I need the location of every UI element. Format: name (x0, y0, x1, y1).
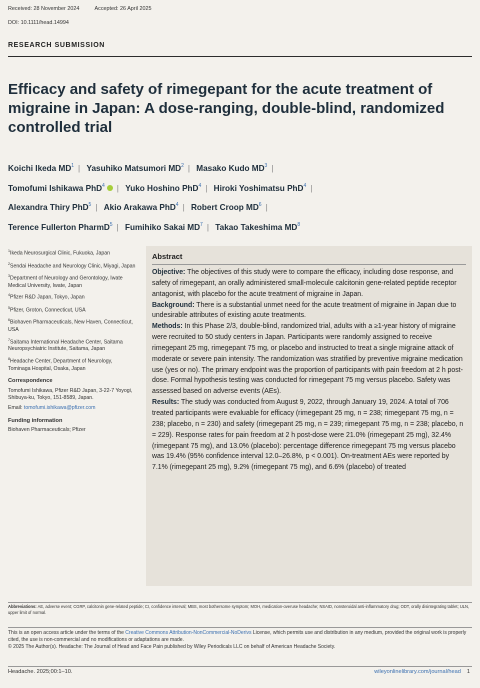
abstract-methods: Methods: In this Phase 2/3, double-blind, randomized trial, adults with a ≥1-year history of migraine were recruited to 50 study centers in Japan. Participants were randomly assigned to receive rimegepant 25 mg, rimegepant 75 mg, or placebo and instructed to treat a single migraine attack of moderate or severe pain intensity. The randomization was stratified by preventive migraine medication use (yes or no). The primary endpoint was the proportion of participants with pain freedom at 2 h post-dose. Formal hypothesis testing was conducted for rimegepant 75 mg versus placebo. Safety was assessed based on adverse events (AEs). (152, 323, 463, 396)
orcid-icon[interactable] (107, 185, 113, 191)
affiliation: $^7$Saitama International Headache Center, Saitama Neuropsychiatric Institute, Saitama, Japan (8, 337, 123, 353)
received-date: Received: 28 November 2024 (8, 6, 80, 12)
author[interactable]: Fumihiko Sakai $MD^7$ (124, 221, 203, 232)
article-title: Efficacy and safety of rimegepant for the acute treatment of migraine in Japan: A dose-ranging, double-blind, randomized controlled trial (8, 81, 445, 136)
author[interactable]: Akio Arakawa PhD$^4$ (103, 202, 179, 213)
abstract-objective: Objective: The objectives of this study were to compare the efficacy, including dose response, and safety of rimegepant, an orally administered small-molecule calcitonin gene-related peptide receptor antagonist, with placebo for the acute treatment of migraine in Japan. (152, 269, 457, 298)
abbreviations-divider (8, 602, 472, 603)
author[interactable]: Terence Fullerton PharmD$^5$ (8, 221, 113, 232)
footer-right (374, 669, 470, 675)
correspondence-email: Email: tomofumi.ishikawa@pfizer.com (8, 404, 96, 411)
doi[interactable]: DOI: 10.1111/head.14994 (8, 20, 69, 26)
affiliation: $^4$Pfizer R&D Japan, Tokyo, Japan (8, 293, 85, 302)
affiliation: $^2$Sendai Headache and Neurology Clinic, Miyagi, Japan (8, 261, 136, 270)
author[interactable]: Takao Takeshima $MD^8$ (215, 221, 301, 232)
abstract-box (146, 246, 472, 586)
abstract-heading: Abstract (152, 252, 183, 261)
cc-license-link[interactable]: Creative Commons Attribution-NonCommercial-NoDerivs (125, 630, 252, 636)
abstract-divider (152, 264, 466, 265)
funding-heading: Funding information (8, 417, 63, 424)
license-divider (8, 627, 472, 628)
abbreviations: Abbreviations: AE, adverse event; CGRP, calcitonin gene-related peptide; CI, confidence interval; MBS, most bothersome symptom; MOH, medication-overuse headache; NSAID, nonsteroidal anti-inflammatory drug; ODT, orally disintegrating tablet; ULN, upper limit of normal. (8, 604, 470, 615)
license-notice: This is an open access article under the terms of the Creative Commons Attribution-NonCommercial-NoDerivs License, which permits use and distribution in any medium, provided the original work is properly cited, the use is non-commercial and no modifications or adaptations are made. © 2025 The Author(s). Headache: The Journal of Head and Face Pain published by Wiley Periodicals LLC on behalf of American Headache Society. (8, 630, 470, 651)
author[interactable]: Koichi Ikeda $MD^1$ (8, 163, 75, 173)
abstract-body (152, 268, 466, 474)
copyright-line: © 2025 The Author(s). Headache: The Journal of Head and Face Pain published by Wiley Periodicals LLC on behalf of American Headache Society. (8, 643, 336, 650)
page-number: 1 (466, 669, 470, 675)
section-label: RESEARCH SUBMISSION (8, 42, 105, 49)
header-divider (8, 56, 472, 57)
author[interactable]: Yasuhiko Matsumori $MD^2$ (86, 163, 184, 173)
author[interactable]: Hiroki Yoshimatsu PhD$^4$ (213, 182, 307, 193)
abstract-background: Background: There is a substantial unmet need for the acute treatment of migraine in Japan due to undesirable attributes of existing acute treatments. (152, 301, 457, 320)
journal-url[interactable]: wileyonlinelibrary.com/journal/head (374, 669, 461, 675)
received-accepted-line (8, 6, 165, 12)
correspondence-address: Tomofumi Ishikawa, Pfizer R&D Japan, 3-22-7 Yoyogi, Shibuya-ku, Tokyo, 151-8589, Japan. (8, 388, 133, 402)
affiliation: $^5$Pfizer, Groton, Connecticut, USA (8, 305, 86, 314)
affiliation: $^3$Department of Neurology and Gerontology, Iwate Medical University, Iwate, Japan (8, 274, 123, 289)
funding-text: Biohaven Pharmaceuticals; Pfizer (8, 427, 86, 434)
author[interactable]: Alexandra Thiry PhD$^5$ (8, 202, 92, 213)
affiliation: $^6$Biohaven Pharmaceuticals, New Haven, Connecticut, USA (8, 318, 133, 333)
author[interactable]: Robert Croop $MD^6$ (191, 202, 262, 213)
footer-divider (8, 666, 472, 667)
affiliation: $^1$Ikeda Neurosurgical Clinic, Fukuoka, Japan (8, 249, 111, 257)
abstract-results: Results: The study was conducted from August 9, 2022, through January 19, 2024. A total of 706 treated participants were evaluable for efficacy (rimegepant 25 mg, n = 238; rimegepant 75 mg, n = 238; placebo, n = 230) and safety (rimegepant 25 mg, n = 239; rimegepant 75 mg, n = 238; placebo, n = 229). Response rates for pain freedom at 2 h post-dose were 21.0% (rimegepant 25 mg), 32.4% (rimegepant 75 mg), and 13.0% (placebo): percentage difference rimegepant 75 mg versus placebo was 19.4% (95% confidence interval 12.0–26.8%, p < 0.001). On-treatment AEs were reported by 7.1% (rimegepant 25 mg), 9.2% (rimegepant 75 mg), and 6.6% (placebo) of treated (152, 399, 464, 472)
accepted-date: Accepted: 26 April 2025 (94, 6, 152, 12)
author-list: Koichi Ikeda $MD^1$ | Yasuhiko Matsumori $MD^2$ | Masako Kudo $MD^3$ | Tomofumi Ishikawa PhD$^4$ | Yuko Hoshino PhD$^4$ | Hiroki Yoshimatsu PhD$^4$ | Alexandra Thiry PhD$^5$ | Akio Arakawa PhD$^4$ | Robert Croop $MD^6$ | Terence Fullerton PharmD$^5$ | Fumihiko Sakai $MD^7$ | Takao Takeshima $MD^8$ (8, 163, 313, 232)
author[interactable]: Masako Kudo $MD^3$ (196, 163, 268, 173)
affiliation: $^8$Headache Center, Department of Neurology, Tominaga Hospital, Osaka, Japan (8, 357, 113, 372)
journal-citation: Headache. 2025;00:1–10. (8, 669, 73, 675)
email-link[interactable]: tomofumi.ishikawa@pfizer.com (23, 404, 96, 411)
correspondence-heading: Correspondence (8, 378, 53, 385)
affiliations-column (8, 248, 136, 437)
author[interactable]: Yuko Hoshino PhD$^4$ (125, 182, 202, 193)
author[interactable]: Tomofumi Ishikawa PhD$^4$ (8, 182, 105, 193)
